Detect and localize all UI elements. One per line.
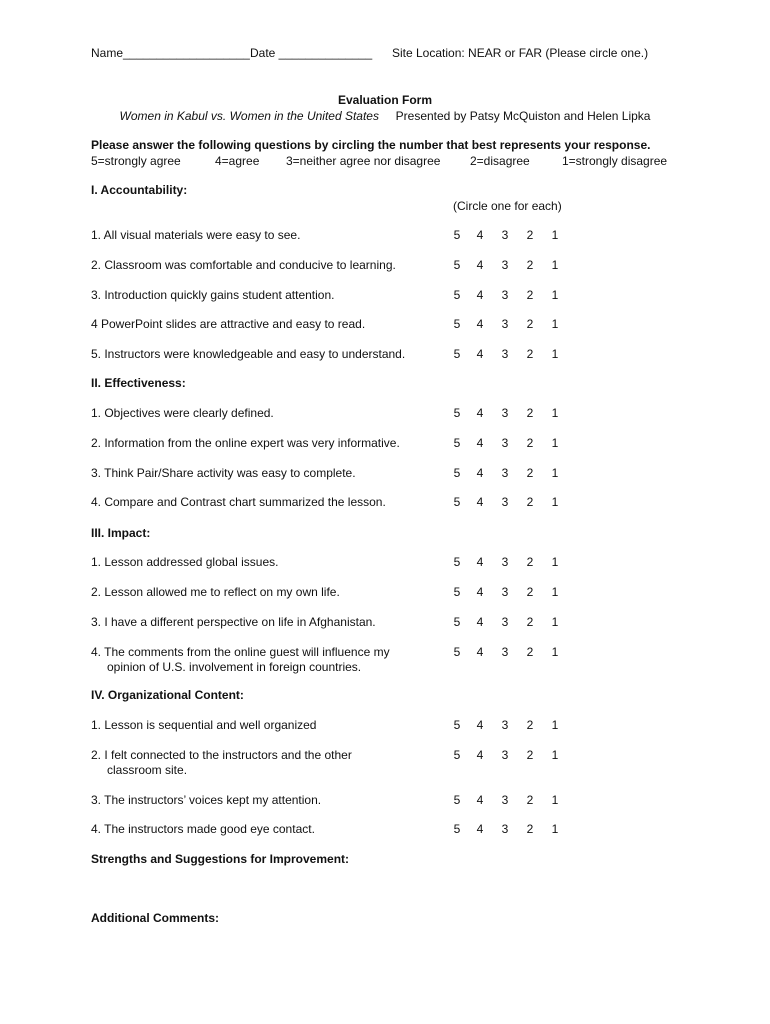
strengths-label: Strengths and Suggestions for Improvement: xyxy=(91,852,350,866)
question-text: 3. Think Pair/Share activity was easy to complete. xyxy=(91,466,356,480)
rating-option-3[interactable]: 3 xyxy=(501,645,509,659)
rating-option-1[interactable]: 1 xyxy=(551,288,559,302)
question-text-continued: classroom site. xyxy=(107,763,188,777)
rating-option-5[interactable]: 5 xyxy=(453,748,461,762)
rating-option-1[interactable]: 1 xyxy=(551,718,559,732)
rating-option-3[interactable]: 3 xyxy=(501,615,509,629)
rating-option-4[interactable]: 4 xyxy=(476,645,484,659)
rating-option-5[interactable]: 5 xyxy=(453,288,461,302)
rating-option-1[interactable]: 1 xyxy=(551,495,559,509)
rating-option-3[interactable]: 3 xyxy=(501,718,509,732)
rating-option-4[interactable]: 4 xyxy=(476,258,484,272)
scale-key-5: 5=strongly agree xyxy=(91,154,181,168)
rating-option-5[interactable]: 5 xyxy=(453,555,461,569)
rating-option-2[interactable]: 2 xyxy=(526,615,534,629)
rating-option-1[interactable]: 1 xyxy=(551,466,559,480)
rating-option-2[interactable]: 2 xyxy=(526,793,534,807)
rating-option-1[interactable]: 1 xyxy=(551,793,559,807)
rating-option-1[interactable]: 1 xyxy=(551,585,559,599)
rating-option-2[interactable]: 2 xyxy=(526,718,534,732)
name-field-label[interactable]: Name___________________ xyxy=(91,46,250,60)
rating-option-1[interactable]: 1 xyxy=(551,822,559,836)
rating-option-4[interactable]: 4 xyxy=(476,615,484,629)
rating-option-3[interactable]: 3 xyxy=(501,317,509,331)
rating-option-3[interactable]: 3 xyxy=(501,347,509,361)
question-text: 2. I felt connected to the instructors and the other xyxy=(91,748,352,762)
question-text: 1. Objectives were clearly defined. xyxy=(91,406,274,420)
rating-option-1[interactable]: 1 xyxy=(551,406,559,420)
rating-option-5[interactable]: 5 xyxy=(453,585,461,599)
rating-option-4[interactable]: 4 xyxy=(476,822,484,836)
rating-option-5[interactable]: 5 xyxy=(453,228,461,242)
question-text: 5. Instructors were knowledgeable and easy to understand. xyxy=(91,347,406,361)
question-text: 4. Compare and Contrast chart summarized the lesson. xyxy=(91,495,386,509)
rating-option-5[interactable]: 5 xyxy=(453,822,461,836)
rating-option-4[interactable]: 4 xyxy=(476,347,484,361)
rating-option-5[interactable]: 5 xyxy=(453,495,461,509)
rating-option-2[interactable]: 2 xyxy=(526,555,534,569)
question-text: 2. Classroom was comfortable and conducive to learning. xyxy=(91,258,396,272)
rating-option-3[interactable]: 3 xyxy=(501,436,509,450)
section-title: IV. Organizational Content: xyxy=(91,688,244,702)
rating-option-2[interactable]: 2 xyxy=(526,317,534,331)
question-text: 3. I have a different perspective on life in Afghanistan. xyxy=(91,615,376,629)
question-text-continued: opinion of U.S. involvement in foreign countries. xyxy=(107,660,362,674)
rating-option-1[interactable]: 1 xyxy=(551,748,559,762)
rating-option-2[interactable]: 2 xyxy=(526,406,534,420)
rating-option-4[interactable]: 4 xyxy=(476,555,484,569)
rating-option-1[interactable]: 1 xyxy=(551,317,559,331)
rating-option-3[interactable]: 3 xyxy=(501,406,509,420)
rating-option-3[interactable]: 3 xyxy=(501,228,509,242)
rating-option-5[interactable]: 5 xyxy=(453,347,461,361)
scale-key-2: 2=disagree xyxy=(470,154,530,168)
instructions: Please answer the following questions by circling the number that best represents your response. xyxy=(91,138,651,152)
rating-option-2[interactable]: 2 xyxy=(526,822,534,836)
rating-option-4[interactable]: 4 xyxy=(476,228,484,242)
question-text: 4. The instructors made good eye contact. xyxy=(91,822,315,836)
rating-option-5[interactable]: 5 xyxy=(453,466,461,480)
rating-option-3[interactable]: 3 xyxy=(501,466,509,480)
rating-option-4[interactable]: 4 xyxy=(476,718,484,732)
rating-option-5[interactable]: 5 xyxy=(453,317,461,331)
question-text: 2. Lesson allowed me to reflect on my own life. xyxy=(91,585,340,599)
rating-option-1[interactable]: 1 xyxy=(551,347,559,361)
rating-option-2[interactable]: 2 xyxy=(526,495,534,509)
rating-option-5[interactable]: 5 xyxy=(453,793,461,807)
rating-option-1[interactable]: 1 xyxy=(551,436,559,450)
rating-option-3[interactable]: 3 xyxy=(501,555,509,569)
subtitle-presenters: Presented by Patsy McQuiston and Helen Lipka xyxy=(395,109,651,123)
rating-option-5[interactable]: 5 xyxy=(453,258,461,272)
scale-key-4: 4=agree xyxy=(215,154,260,168)
rating-option-3[interactable]: 3 xyxy=(501,258,509,272)
rating-option-3[interactable]: 3 xyxy=(501,585,509,599)
section-title: I. Accountability: xyxy=(91,183,188,197)
question-text: 1. All visual materials were easy to see. xyxy=(91,228,301,242)
rating-option-2[interactable]: 2 xyxy=(526,436,534,450)
rating-option-5[interactable]: 5 xyxy=(453,436,461,450)
rating-option-5[interactable]: 5 xyxy=(453,615,461,629)
rating-option-4[interactable]: 4 xyxy=(476,317,484,331)
question-text: 4 PowerPoint slides are attractive and easy to read. xyxy=(91,317,366,331)
rating-option-4[interactable]: 4 xyxy=(476,466,484,480)
scale-key-1: 1=strongly disagree xyxy=(562,154,668,168)
section-title: III. Impact: xyxy=(91,526,151,540)
rating-option-3[interactable]: 3 xyxy=(501,748,509,762)
rating-option-1[interactable]: 1 xyxy=(551,555,559,569)
rating-option-4[interactable]: 4 xyxy=(476,406,484,420)
rating-option-2[interactable]: 2 xyxy=(526,466,534,480)
date-field-label[interactable]: Date ______________ xyxy=(250,46,373,60)
form-subtitle xyxy=(0,109,770,123)
rating-option-4[interactable]: 4 xyxy=(476,436,484,450)
scale-key-3: 3=neither agree nor disagree xyxy=(286,154,441,168)
rating-option-2[interactable]: 2 xyxy=(526,645,534,659)
question-text: 1. Lesson addressed global issues. xyxy=(91,555,279,569)
rating-option-4[interactable]: 4 xyxy=(476,585,484,599)
rating-option-4[interactable]: 4 xyxy=(476,748,484,762)
rating-option-5[interactable]: 5 xyxy=(453,645,461,659)
rating-option-4[interactable]: 4 xyxy=(476,793,484,807)
section-title: II. Effectiveness: xyxy=(91,376,186,390)
form-title: Evaluation Form xyxy=(337,93,432,107)
rating-option-3[interactable]: 3 xyxy=(501,288,509,302)
rating-option-5[interactable]: 5 xyxy=(453,718,461,732)
rating-option-2[interactable]: 2 xyxy=(526,228,534,242)
rating-option-2[interactable]: 2 xyxy=(526,288,534,302)
question-text: 3. Introduction quickly gains student attention. xyxy=(91,288,335,302)
rating-option-1[interactable]: 1 xyxy=(551,645,559,659)
site-location-label: Site Location: NEAR or FAR (Please circle one.) xyxy=(392,46,649,60)
question-text: 1. Lesson is sequential and well organized xyxy=(91,718,317,732)
rating-option-4[interactable]: 4 xyxy=(476,288,484,302)
rating-option-4[interactable]: 4 xyxy=(476,495,484,509)
rating-option-5[interactable]: 5 xyxy=(453,406,461,420)
comments-label: Additional Comments: xyxy=(91,911,219,925)
rating-option-3[interactable]: 3 xyxy=(501,822,509,836)
rating-option-2[interactable]: 2 xyxy=(526,585,534,599)
rating-option-2[interactable]: 2 xyxy=(526,347,534,361)
rating-option-1[interactable]: 1 xyxy=(551,258,559,272)
rating-option-1[interactable]: 1 xyxy=(551,615,559,629)
rating-option-3[interactable]: 3 xyxy=(501,793,509,807)
question-text: 4. The comments from the online guest will influence my xyxy=(91,645,390,659)
subtitle-topic: Women in Kabul vs. Women in the United States xyxy=(119,109,379,123)
circle-note: (Circle one for each) xyxy=(453,199,562,213)
rating-option-1[interactable]: 1 xyxy=(551,228,559,242)
rating-option-2[interactable]: 2 xyxy=(526,258,534,272)
rating-option-2[interactable]: 2 xyxy=(526,748,534,762)
question-text: 3. The instructors’ voices kept my attention. xyxy=(91,793,322,807)
rating-option-3[interactable]: 3 xyxy=(501,495,509,509)
question-text: 2. Information from the online expert was very informative. xyxy=(91,436,400,450)
